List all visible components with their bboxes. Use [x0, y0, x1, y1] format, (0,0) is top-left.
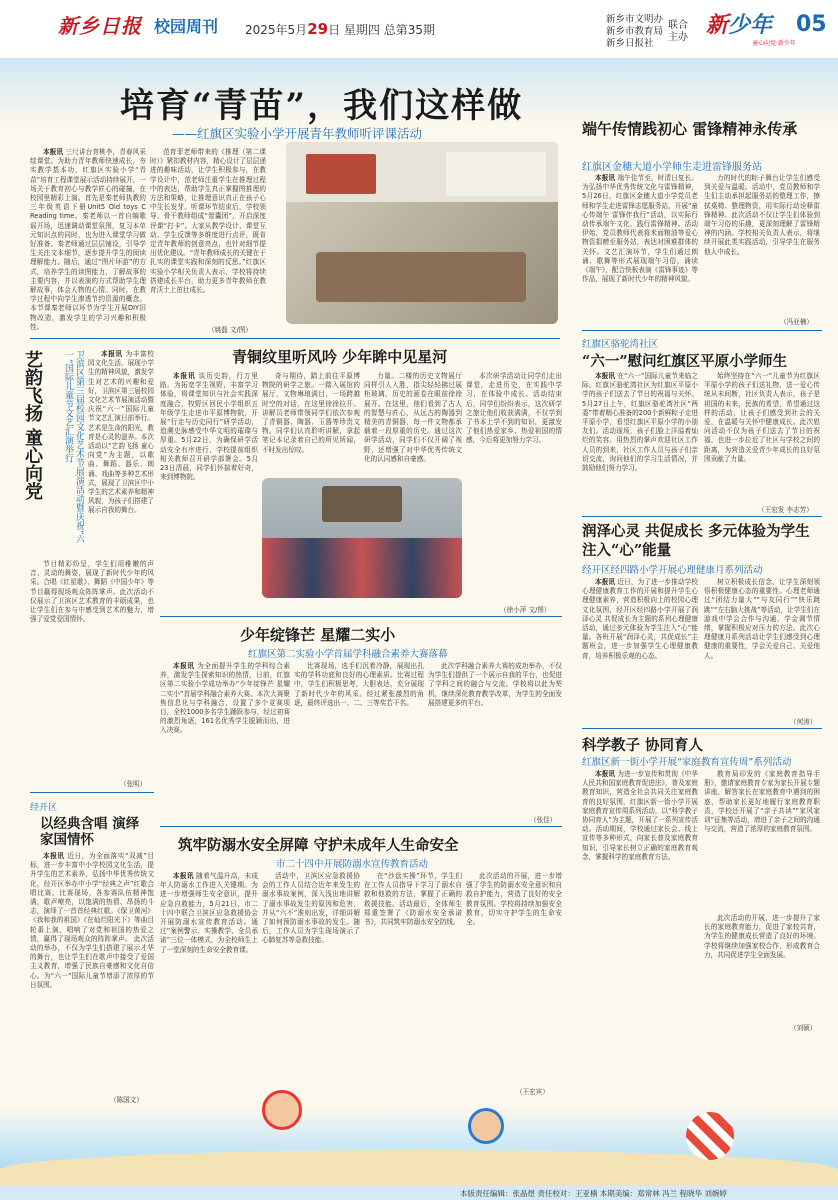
organizer-list: 新乡市文明办 新乡市教育局 新乡日报社 [606, 14, 664, 49]
classics-byline: （陈国文） [110, 1096, 143, 1104]
drowning-headline: 筑牢防溺水安全屏障 守护未成年人生命安全 [178, 837, 459, 854]
art-byline: （张明） [120, 780, 147, 788]
heritage-headline: 青铜纹里听风吟 少年眸中见星河 [232, 348, 448, 366]
classics-headline: 以经典含唱 演绎家国情怀 [40, 816, 140, 848]
dragon-subheadline: 红旗区金穗大道小学师生走进雷锋服务站 [582, 162, 762, 173]
supplement-logo: 新少年 [706, 12, 773, 38]
divider [30, 792, 154, 793]
supplement-slogan: 童心向党·新少年 [752, 40, 796, 47]
children-byline: （王宏发 李志芳） [758, 506, 813, 514]
children-column-1: 本报讯 在“六一”国际儿童节来临之际，红旗区骆驼湾社区为红旗区平原小学的孩子们送去了节日的祝福与关怀。5月27日上午，红旗区骆驼湾社区“两委”带着精心准备的200个新鲜粽子走进平原小学，看望红旗区平原小学的小朋友们。活动现场，孩子们脸上洋溢着灿烂的笑容。用热烈的掌声欢迎社区工作人员的到来，社区工作人员与孩子们亲切交流，询问他们的学习生活情况，并鼓励他们努力学习。 [582, 372, 698, 473]
heritage-column-4: 本次研学活动让同学们走出课堂，走进历史，在实践中学习，在体验中成长。活动结束后，同学们纷纷表示，这次研学之旅让他们收获满满，不仅学到了书本上学不到的知识，更激发了他们热爱家乡、热爱祖国的情感，今后将更加努力学习。 [466, 372, 562, 445]
art-headline: 艺韵飞扬 童心向党 [22, 350, 43, 501]
family-column-1: 本报讯 为进一步宣传和贯彻《中华人民共和国家庭教育促进法》，普及家庭教育知识，营造全社会共同关注家庭教育的良好氛围，红旗区新一街小学开展家庭教育宣传周系列活动，以“科学教子 协同育人”为主题，开展了一系列宣传活动。活动期间，学校通过家长会、线上宣传等多种形式，向家长普及家庭教育知识，引导家长树立正确的家庭教育观念，掌握科学的家庭教育方法。 [582, 770, 698, 861]
drowning-column-4: 此次活动的开展，进一步增强了学生的防溺水安全意识和自救自护能力，营造了良好的安全教育氛围。学校将持续加强安全教育，切实守护学生的生命安全。 [466, 872, 562, 927]
divider [30, 338, 560, 339]
family-headline: 科学教子 协同育人 [582, 737, 704, 754]
art-subheadline: 卫滨区第三届校园文化艺术节展演活动暨庆祝“六一”国际儿童节文艺汇演举行 [63, 350, 84, 544]
art-column-1: 本报讯 为丰富校园文化生活，展现小学生的精神风貌，激发学生对艺术的兴趣和爱好，卫滨区第三届校园文化艺术节展演活动暨庆祝“六一”国际儿童节文艺汇演日前举行。艺术是生命的阳光，教育是心灵的滋养。本次活动以“艺韵飞扬 童心向党”为主题，以歌曲、舞蹈、器乐、朗诵、戏曲等多种艺术形式，展现了卫滨区中小学生的艺术素养和精神风貌，为孩子们搭建了展示自我的舞台。 [88, 350, 154, 515]
drowning-column-1: 本报讯 随着气温升高，未成年人防溺水工作进入关键期。为进一步增强师生安全意识，提升应急自救能力，5月21日，市二十四中联合卫滨区应急救援协会开展防溺水宣传教育活动。通过“案例警示、实操教学、全员承诺”三位一体模式，为全校师生上了一堂深刻的生命安全教育课。 [160, 872, 258, 954]
section-name: 校园周刊 [154, 17, 219, 36]
swimmer-icon [468, 1108, 504, 1144]
family-byline: （刘硕） [790, 1024, 817, 1032]
competition-column-2: 比赛现场，选手们沉着冷静，展现出扎实的学科功底和良好的心理素质。比赛过程中，学生们积极思考，大胆表达，充分展现了新时代少年的风采。经过紧张激烈的角逐，最终评选出一、二、三等奖若干名。 [294, 662, 424, 707]
competition-byline: （张佳） [530, 816, 557, 824]
credits-footer: 本版责任编辑：张晶煜 责任校对：王亚楠 本期美编：郑常林 冯兰 程晓华 刘婉婷 [0, 1186, 838, 1200]
dragon-column-2: 力的时代的粽子舞台让学生们感受到关爱与温暖。活动中，党员教师和学生们主动承担起服务站的整理工作，擦拭桌椅、整理物资，用实际行动诠释雷锋精神。此次活动不仅让学生们体验到端午习俗的乐趣，更深刻理解了雷锋精神的内涵。学校相关负责人表示，将继续开展此类实践活动，引导学生在服务他人中成长。 [704, 174, 820, 256]
competition-column-3: 此次学科融合素养大赛的成功举办，不仅为学生们提供了一个展示自我的平台，也促进了学科之间的融合与交流。学校将以此为契机，继续深化教育教学改革，为学生的全面发展搭建更多的平台。 [428, 662, 562, 707]
divider [582, 516, 822, 517]
art-column-2: 节目精彩纷呈，学生们用稚嫩的声音、灵动的舞姿，展现了新时代少年的风采。合唱《红星歌》、舞蹈《中国少年》等节目赢得现场观众阵阵掌声。此次活动不仅展示了卫滨区艺术教育的丰硕成果，也让学生们在参与中感受到艺术的魅力，增强了爱党爱国情怀。 [30, 560, 154, 624]
lead-byline: （姚磊 文/图） [208, 326, 252, 334]
museum-photo [262, 478, 462, 598]
divider [582, 728, 822, 729]
family-column-2: 教育局印发的《家庭教育指导手册》，邀请家庭教育专家为家长开展专题讲座，解答家长在家庭教育中遇到的困惑，帮助家长更好地履行家庭教育职责，学校还开展了“亲子共读”“家风家训”征集等活动，增进了亲子之间的沟通与交流，营造了浓厚的家庭教育氛围。 [704, 770, 820, 834]
classroom-photo [286, 142, 558, 324]
page-number: 05 [796, 12, 827, 37]
swimmer-icon [262, 1090, 302, 1130]
heritage-column-1: 本报讯 谈历史韵，行万里路。为拓宽学生视野，丰富学习体验，将课堂知识与社会实践深度融合，牧野区回民小学组织五年级学生走进市平原博物院，开展“行走与历史同行”研学活动，追溯史脉感受中华文明的璀璨与厚重。5月22日，为确保研学活动安全有序进行，学校提前组织相关教师召开研学部署会。5月23日清晨，同学们怀揣着好奇，来到博物院。 [160, 372, 258, 482]
health-subheadline: 经开区经四路小学开展心理健康月系列活动 [582, 565, 763, 576]
children-headline: “六一”慰问红旗区平原小学师生 [582, 353, 788, 370]
drowning-column-3: 在“沙盘实操”环节，学生们在工作人员指导下学习了溺水自救和他救的方法，掌握了正确的救援技能。活动最后，全体师生郑重签署了《防溺水安全承诺书》，共同筑牢防溺水安全防线。 [364, 872, 462, 927]
drowning-byline: （王宏宾） [516, 1088, 549, 1096]
beach-ball-icon [686, 1112, 734, 1160]
divider [160, 616, 562, 617]
health-byline: （何涛） [790, 718, 817, 726]
health-headline: 润泽心灵 共促成长 多元体验为学生注入“心”能量 [582, 523, 810, 559]
competition-subheadline: 红旗区第二实验小学首届学科融合素养大赛落幕 [248, 649, 448, 660]
divider [160, 826, 562, 827]
children-kicker: 红旗区骆驼湾社区 [582, 339, 659, 350]
competition-column-1: 本报讯 为全面提升学生的学科综合素养，激发学生探索知识的热情，日前，红旗区第二实验小学成功举办“少年绽锋芒 星耀二实小”首届学科融合素养大赛。本次大赛聚焦信息化与学科融合，设置了多个竞赛项目，全校1000多名学生踊跃参与，经过初赛的激烈角逐，161名优秀学生脱颖而出，进入决赛。 [160, 662, 290, 735]
lead-subheadline: ——红旗区实验小学开展青年教师听评课活动 [172, 126, 423, 141]
drowning-subheadline: 市二十四中开展防溺水宣传教育活动 [276, 859, 429, 870]
organizer-label: 联合主办 [668, 20, 688, 43]
classics-column-1: 本报讯 近日，为全面落实“双减”目标，进一步丰富中小学校园文化生活，提升学生的艺术素养，弘扬中华优秀传统文化，经开区举办中小学“经典之声”红歌合唱比赛。比赛现场，各参赛队伍精神饱满，歌声嘹亮，以饱满的热情、昂扬的斗志，演绎了一首首经典红歌。《保卫黄河》《我和我的祖国》《在灿烂阳光下》等曲目轮番上演，唱响了对党和祖国的热爱之情，赢得了现场观众的阵阵掌声。 此次活动的举办，不仅为学生们搭建了展示才华的舞台，也让学生们在歌声中接受了爱国主义教育，增强了民族自豪感和文化自信心。为“六一”国际儿童节增添了浓厚的节日氛围。 [30, 852, 154, 989]
health-column-1: 本报讯 近日，为了进一步推动学校心理健康教育工作的开展和提升学生心理健康素养，营造积极向上的校园心理文化氛围，经开区经四路小学开展了润泽心灵 共促成长为主题的系列心理健康活动，通过多元体验为学生注入“心”能量。各班开展“润泽心灵，共促成长”主题班会，进一步加强学生心理健康教育，培养积极乐观的心态。 [582, 578, 698, 660]
dragon-column-1: 本报讯 端午佳节至，时清日复长。为弘扬中华优秀传统文化与雷锋精神，5月26日，红旗区金穗大道小学党员老师和学生走进雷锋志愿服务站，开展“童心传端午 雷锋伴我行”活动，以实际行动传承端午文化，践行雷锋精神。活动伊始，党员教师代表将米面粮油等爱心物资捐赠至服务站，表达对困难群体的关怀。文艺汇演环节，学生们通过朗诵、歌舞等形式展现端午习俗，诵读《端午》，配合快板表演《雷锋事迹》等作品，展现了新时代少年的精神风貌。 [582, 174, 698, 284]
heritage-byline: （徐小萍 文/图） [500, 606, 551, 614]
lead-column-1: 本报讯 三尺讲台育桃李，青春风采绽课堂。为助力青年教师快速成长，夯实教学基本功，红旗区实验小学“青苗”培育工程课堂展示活动持续展开，一场关于教育初心与教学匠心的碰撞，在校园里精彩上演。首先是秦老师执教的三年级英语下册Unit5 Old toys C Reading time。秦老师以一首自编歌谣开场，迅速调动课堂氛围，复习本单元知识点的同时，也为进入课堂学习做好准备。秦老师通过层层铺设，引导学生关注文本细节，逐步提升学生的阅读理解能力。随后，通过“图片环游”的方式，培养学生的读图能力，了解故事的主要内容，并以表演的方式帮助学生理解故事，体会人物的心情。同时，在教学过程中向学生渗透节约资源的概念。本节课秦老师以环节为学生开展DIY旧物改造，激发学生的学习兴趣和积极性。 [30, 148, 146, 331]
drowning-column-2: 活动中，卫滨区应急救援协会的工作人员结合近年来发生的溺水事故案例，深入浅出地讲解了溺水事故发生的原因和危害，并从“六不”准则出发，详细讲解了如何预防溺水事故的发生。随后，工作人员为学生现场演示了心肺复苏等急救技能。 [262, 872, 360, 945]
health-column-2: 树立积极成长信念，让学生深刻领悟积极健康心态的重要性。心理老师通过“团结力量大”“与友同行”“快乐跳跳”“左右脑大挑战”等活动，让学生们在游戏中学会合作与沟通，学会调节情绪，掌握积极应对压力的方法。此次心理健康月系列活动让学生们感受到心理健康的重要性，学会关爱自己、关爱他人。 [704, 578, 820, 660]
newspaper-logo: 新乡日报 [58, 14, 142, 38]
lead-column-2: 范育菲老师带来的《推理（第二课时）》紧扣教材内容，精心设计了层层递进的趣味活动，让学生积极参与，在教学设计中，范老师注重学生在推理过程中的表达，帮助学生真正掌握图推理的方法和策略，让推理意识真正在孩子心中生长发芽。听课环节结束后，学校领导、骨干教师组成“智囊团”，开启深度评课“打卡”。大家从教学设计、课堂互动、学生反馈等多维度进行点评，既肯定青年教师的创意亮点，也针对细节提出优化建议。“青年教师成长的关键在于扎实的课堂实践和深刻的反思。”红旗区实验小学相关负责人表示，学校将持续搭建成长平台，助力更多青年教师在教育沃土上茁壮成长。 [150, 148, 266, 295]
family-column-3: 此次活动的开展，进一步提升了家长的家庭教育能力，促进了家校共育，为学生的健康成长营造了良好的环境。学校将继续加强家校合作，形成教育合力，共同促进学生全面发展。 [704, 914, 820, 959]
masthead [0, 0, 838, 60]
dragon-headline: 端午传情践初心 雷锋精神永传承 [582, 120, 798, 138]
competition-headline: 少年绽锋芒 星耀二实小 [240, 626, 396, 644]
classics-kicker: 经开区 [30, 803, 58, 813]
heritage-column-2: 奇与期待，踏上前往平原博物院的研学之旅。一踏入展馆的展厅，文物琳琅满目，一场跨越时空的对话，在这里徐徐拉开。讲解员老师带领同学们依次参观了青铜器、陶器、玉器等珍贵文物。同学们认真聆听讲解，拿起笔记本记录着自己的所见所闻，不时发出惊叹。 [262, 372, 360, 454]
lead-headline: 培育“青苗”，我们这样做 [120, 86, 524, 126]
heritage-column-3: 力量。二楼的历史文物展厅同样引人入胜，指尖轻轻拂过展柜玻璃，历史的画卷在眼前徐徐展开。在这里，他们看到了古人的智慧与匠心，从远古的陶器到精美的青铜器，每一件文物都承载着一段厚重的历史。通过这次研学活动，同学们不仅开阔了视野，还增强了对中华优秀传统文化的认同感和自豪感。 [364, 372, 462, 463]
divider [582, 330, 822, 331]
family-subheadline: 红旗区新一街小学开展“家庭教育宣传周”系列活动 [582, 757, 792, 768]
issue-date: 2025年5月29日 星期四 总第35期 [245, 20, 435, 38]
children-column-2: 始终坚持在“六一”儿童节为红旗区平原小学的孩子们送礼物、送一爱心传统从未间断，社区负责人表示，孩子是祖国的未来，民族的希望，希望通过这样的活动，让孩子们感受到社会的关爱，在温暖与关怀中健康成长。此次慰问活动不仅为孩子们送去了节日的祝福，也进一步拉近了社区与学校之间的距离，为营造关爱青少年成长的良好氛围贡献了力量。 [704, 372, 820, 463]
dragon-byline: （冯亚楠） [780, 318, 813, 326]
